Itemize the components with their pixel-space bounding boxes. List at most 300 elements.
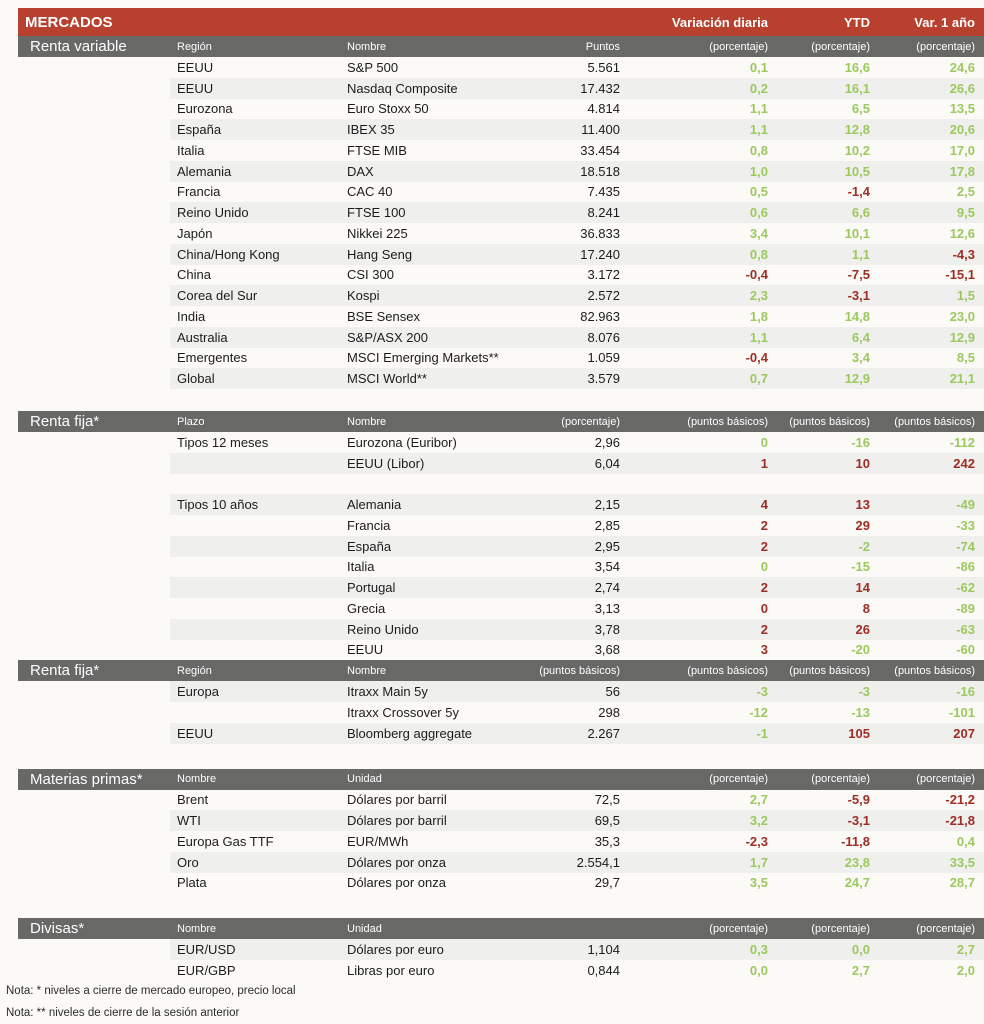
text-cell: Japón — [177, 225, 213, 241]
column-header: (porcentaje) — [811, 922, 870, 935]
table-row — [170, 873, 984, 894]
table-row — [170, 515, 984, 536]
value-cell: 13 — [855, 497, 870, 513]
table-row — [170, 285, 984, 306]
column-header: Puntos — [585, 40, 620, 53]
text-cell: Euro Stoxx 50 — [347, 101, 429, 117]
value-cell: 17,0 — [949, 142, 975, 158]
text-cell: IBEX 35 — [347, 122, 395, 138]
value-cell: -89 — [956, 600, 975, 616]
value-cell: 2,3 — [749, 288, 768, 304]
value-cell: -16 — [851, 434, 870, 450]
text-cell: 2.572 — [587, 288, 620, 304]
text-cell: 2,85 — [594, 517, 620, 533]
value-cell: 2 — [760, 580, 768, 596]
column-header: (porcentaje) — [811, 773, 870, 785]
text-cell: 29,7 — [594, 875, 620, 891]
table-row — [170, 681, 984, 702]
value-cell: 1,1 — [851, 246, 870, 262]
text-cell: Europa — [177, 684, 219, 700]
text-cell: 8.076 — [587, 329, 620, 345]
column-headers — [170, 923, 984, 935]
text-cell: EEUU — [177, 80, 214, 96]
column-header: Nombre — [177, 773, 217, 785]
text-cell: Europa Gas TTF — [177, 833, 274, 849]
text-cell: 5.561 — [587, 59, 620, 75]
text-cell: 2.267 — [587, 725, 620, 741]
text-cell: WTI — [177, 813, 201, 829]
text-cell: 3.579 — [587, 371, 620, 387]
value-cell: 6,5 — [851, 101, 870, 117]
table-row — [170, 223, 984, 244]
text-cell: India — [177, 308, 206, 324]
column-header: (porcentaje) — [916, 922, 975, 935]
column-header: Nombre — [347, 40, 387, 53]
text-cell: Eurozona (Euribor) — [347, 434, 457, 450]
text-cell: Hang Seng — [347, 246, 413, 262]
col-header-variacion-diaria: Variación diaria — [671, 14, 768, 30]
value-cell: 8 — [862, 600, 870, 616]
section-label: Divisas* — [30, 920, 85, 938]
value-cell: 8,5 — [956, 350, 975, 366]
text-cell: Tipos 12 meses — [177, 434, 269, 450]
value-cell: 1,1 — [749, 101, 768, 117]
value-cell: 105 — [848, 725, 870, 741]
table-row — [170, 790, 984, 811]
column-header: (puntos básicos) — [789, 415, 870, 428]
text-cell: Dólares por barril — [347, 792, 447, 808]
table-row — [170, 348, 984, 369]
column-header: (puntos básicos) — [539, 664, 620, 677]
text-cell: Dólares por barril — [347, 813, 447, 829]
value-cell: 12,9 — [844, 371, 870, 387]
column-header: (puntos básicos) — [789, 664, 870, 677]
text-cell: Bloomberg aggregate — [347, 725, 473, 741]
value-cell: 29 — [855, 517, 870, 533]
value-cell: 2,7 — [851, 962, 870, 978]
section-rows-materias-primas — [18, 790, 984, 894]
value-cell: 0,1 — [749, 59, 768, 75]
text-cell: CSI 300 — [347, 267, 394, 283]
text-cell: Libras por euro — [347, 962, 435, 978]
value-cell: 0 — [760, 434, 768, 450]
table-row — [170, 202, 984, 223]
text-cell: BSE Sensex — [347, 308, 420, 324]
text-cell: DAX — [347, 163, 374, 179]
footnote-double-asterisk: Nota: ** niveles de cierre de la sesión anterior — [6, 1006, 240, 1019]
value-cell: -15 — [851, 559, 870, 575]
text-cell: 69,5 — [594, 813, 620, 829]
spacer-row — [170, 474, 984, 495]
table-row — [170, 939, 984, 960]
column-header — [525, 773, 620, 785]
value-cell: -33 — [956, 517, 975, 533]
value-cell: 28,7 — [949, 875, 975, 891]
table-row — [170, 831, 984, 852]
text-cell: Oro — [177, 854, 199, 870]
value-cell: 0,2 — [749, 80, 768, 96]
table-row — [170, 432, 984, 453]
text-cell: 8.241 — [587, 205, 620, 221]
value-cell: 3 — [760, 642, 768, 658]
value-cell: -2 — [858, 538, 870, 554]
value-cell: 0,5 — [749, 184, 768, 200]
value-cell: -3 — [858, 684, 870, 700]
value-cell: 17,8 — [949, 163, 975, 179]
table-row — [170, 702, 984, 723]
col-header-ytd: YTD — [844, 14, 870, 30]
text-cell: Alemania — [347, 497, 402, 513]
value-cell: 2,7 — [749, 792, 768, 808]
text-cell: Alemania — [177, 163, 232, 179]
column-headers — [170, 41, 984, 53]
column-header: (porcentaje) — [561, 415, 620, 428]
text-cell: 1.059 — [587, 350, 620, 366]
column-header: (puntos básicos) — [894, 415, 975, 428]
value-cell: -1,4 — [847, 184, 870, 200]
text-cell: Dólares por onza — [347, 875, 446, 891]
text-cell: 3,13 — [594, 600, 620, 616]
text-cell: MSCI World** — [347, 371, 427, 387]
text-cell: 7.435 — [587, 184, 620, 200]
value-cell: 16,6 — [844, 59, 870, 75]
section-header-renta-fija-credito — [18, 660, 984, 681]
text-cell: 1,104 — [587, 942, 620, 958]
column-header: Región — [177, 40, 212, 53]
column-header: (porcentaje) — [709, 40, 768, 53]
value-cell: 0,0 — [749, 962, 768, 978]
value-cell: -62 — [956, 580, 975, 596]
value-cell: 4 — [760, 497, 768, 513]
column-header: Plazo — [177, 415, 205, 428]
value-cell: 3,4 — [749, 225, 768, 241]
value-cell: 0 — [760, 559, 768, 575]
value-cell: 9,5 — [956, 205, 975, 221]
table-row — [170, 265, 984, 286]
value-cell: -86 — [956, 559, 975, 575]
table-row — [170, 557, 984, 578]
section-rows-divisas — [18, 939, 984, 981]
text-cell: China/Hong Kong — [177, 246, 280, 262]
table-row — [170, 723, 984, 744]
section-rows-renta-fija-credito — [18, 681, 984, 743]
text-cell: 3,78 — [594, 621, 620, 637]
value-cell: 10,2 — [844, 142, 870, 158]
col-header-var-1-ano: Var. 1 año — [914, 14, 975, 30]
value-cell: 0,7 — [749, 371, 768, 387]
value-cell: -4,3 — [952, 246, 975, 262]
table-row — [170, 810, 984, 831]
text-cell: Italia — [177, 142, 205, 158]
text-cell: Italia — [347, 559, 375, 575]
text-cell: Nasdaq Composite — [347, 80, 458, 96]
value-cell: -74 — [956, 538, 975, 554]
text-cell: 298 — [598, 704, 620, 720]
value-cell: -0,4 — [745, 267, 768, 283]
value-cell: 3,2 — [749, 813, 768, 829]
text-cell: EEUU — [177, 725, 214, 741]
value-cell: -3,1 — [847, 813, 870, 829]
value-cell: 1,8 — [749, 308, 768, 324]
text-cell: Tipos 10 años — [177, 497, 259, 513]
text-cell: 3.172 — [587, 267, 620, 283]
value-cell: -101 — [948, 704, 975, 720]
value-cell: 0,6 — [749, 205, 768, 221]
value-cell: -3 — [756, 684, 768, 700]
section-gap — [18, 744, 984, 769]
table-row — [170, 494, 984, 515]
table-row — [170, 327, 984, 348]
markets-table — [18, 8, 984, 981]
text-cell: Corea del Sur — [177, 288, 258, 304]
section-header-renta-variable — [18, 36, 984, 57]
column-header: (puntos básicos) — [687, 664, 768, 677]
column-headers — [170, 665, 984, 677]
text-cell: Portugal — [347, 580, 396, 596]
table-row — [170, 140, 984, 161]
table-row — [170, 640, 984, 661]
text-cell: Emergentes — [177, 350, 248, 366]
value-cell: 23,0 — [949, 308, 975, 324]
text-cell: Reino Unido — [177, 205, 249, 221]
footnotes — [6, 981, 296, 1024]
text-cell: Brent — [177, 792, 209, 808]
page-title: MERCADOS — [25, 13, 113, 31]
text-cell: 2,15 — [594, 497, 620, 513]
column-header: Nombre — [347, 664, 387, 677]
column-header: Unidad — [347, 922, 382, 935]
value-cell: 0,0 — [851, 942, 870, 958]
value-cell: -7,5 — [847, 267, 870, 283]
value-cell: -112 — [949, 434, 975, 450]
text-cell: Global — [177, 371, 215, 387]
text-cell: Plata — [177, 875, 207, 891]
column-header — [525, 923, 620, 935]
section-rows-renta-fija-tipos — [18, 432, 984, 660]
section-gap — [18, 893, 984, 918]
text-cell: 3,68 — [594, 642, 620, 658]
value-cell: 207 — [953, 725, 975, 741]
text-cell: Itraxx Main 5y — [347, 684, 428, 700]
table-row — [170, 368, 984, 389]
text-cell: Nikkei 225 — [347, 225, 408, 241]
value-cell: 1 — [760, 455, 768, 471]
text-cell: S&P/ASX 200 — [347, 329, 428, 345]
value-cell: 0,8 — [749, 142, 768, 158]
value-cell: 14 — [855, 580, 870, 596]
value-cell: -63 — [956, 621, 975, 637]
table-row — [170, 852, 984, 873]
text-cell: EUR/GBP — [177, 962, 236, 978]
table-row — [170, 244, 984, 265]
text-cell: Eurozona — [177, 101, 233, 117]
section-header-divisas — [18, 918, 984, 939]
column-headers — [170, 416, 984, 428]
value-cell: -0,4 — [745, 350, 768, 366]
value-cell: -21,2 — [945, 792, 975, 808]
text-cell: EEUU (Libor) — [347, 455, 425, 471]
text-cell: Francia — [347, 517, 391, 533]
column-header: (porcentaje) — [811, 40, 870, 53]
footnote-asterisk: Nota: * niveles a cierre de mercado europeo, precio local — [6, 985, 296, 997]
value-cell: 1,0 — [749, 163, 768, 179]
value-cell: 2,5 — [956, 184, 975, 200]
value-cell: 0,8 — [749, 246, 768, 262]
value-cell: 0,4 — [956, 833, 975, 849]
section-header-materias-primas — [18, 769, 984, 790]
value-cell: 13,5 — [949, 101, 975, 117]
table-row — [170, 619, 984, 640]
table-row — [170, 577, 984, 598]
column-header: Unidad — [347, 773, 382, 785]
column-header: (porcentaje) — [709, 773, 768, 785]
text-cell: 17.240 — [580, 246, 620, 262]
column-header: (porcentaje) — [916, 40, 975, 53]
value-cell: 20,6 — [949, 122, 975, 138]
text-cell: 2,96 — [594, 434, 620, 450]
value-cell: 3,5 — [749, 875, 768, 891]
value-cell: 6,6 — [851, 205, 870, 221]
section-rows-renta-variable — [18, 57, 984, 389]
text-cell: España — [177, 122, 222, 138]
value-cell: 2,7 — [956, 942, 975, 958]
text-cell: Francia — [177, 184, 221, 200]
value-cell: 26 — [855, 621, 870, 637]
value-cell: 26,6 — [949, 80, 975, 96]
text-cell: 82.963 — [580, 308, 620, 324]
table-row — [170, 536, 984, 557]
text-cell: Itraxx Crossover 5y — [347, 704, 459, 720]
value-cell: 0 — [760, 600, 768, 616]
text-cell: China — [177, 267, 211, 283]
value-cell: 2,0 — [956, 962, 975, 978]
text-cell: 2,74 — [594, 580, 620, 596]
text-cell: FTSE MIB — [347, 142, 407, 158]
section-header-renta-fija-tipos — [18, 411, 984, 432]
column-header: Nombre — [177, 922, 217, 935]
value-cell: 242 — [953, 455, 975, 471]
text-cell: Dólares por euro — [347, 942, 444, 958]
section-gap — [18, 389, 984, 411]
table-row — [170, 182, 984, 203]
value-cell: -13 — [851, 704, 870, 720]
text-cell: 35,3 — [594, 833, 620, 849]
value-cell: 1,1 — [749, 329, 768, 345]
value-cell: 2 — [760, 621, 768, 637]
table-row — [170, 99, 984, 120]
value-cell: 1,5 — [956, 288, 975, 304]
value-cell: 24,7 — [844, 875, 870, 891]
text-cell: CAC 40 — [347, 184, 393, 200]
text-cell: EUR/MWh — [347, 833, 409, 849]
column-header: (puntos básicos) — [687, 415, 768, 428]
value-cell: -11,8 — [841, 833, 870, 849]
value-cell: 12,9 — [949, 329, 975, 345]
section-label: Renta fija* — [30, 413, 100, 430]
text-cell: 2,95 — [594, 538, 620, 554]
value-cell: -5,9 — [847, 792, 870, 808]
value-cell: 2 — [760, 517, 768, 533]
value-cell: 10 — [855, 455, 870, 471]
value-cell: 14,8 — [844, 308, 870, 324]
value-cell: -2,3 — [745, 833, 768, 849]
value-cell: 1,7 — [749, 854, 768, 870]
text-cell: 11.400 — [581, 122, 620, 138]
text-cell: Grecia — [347, 600, 386, 616]
text-cell: Reino Unido — [347, 621, 419, 637]
column-header: (porcentaje) — [916, 773, 975, 785]
text-cell: 2.554,1 — [576, 854, 620, 870]
text-cell: S&P 500 — [347, 59, 399, 75]
text-cell: 4.814 — [587, 101, 620, 117]
value-cell: 23,8 — [844, 854, 870, 870]
table-row — [170, 598, 984, 619]
text-cell: 6,04 — [594, 455, 620, 471]
value-cell: 3,4 — [851, 350, 870, 366]
value-cell: 10,1 — [844, 225, 870, 241]
text-cell: España — [347, 538, 392, 554]
value-cell: 2 — [760, 538, 768, 554]
section-label: Renta fija* — [30, 662, 100, 680]
table-row — [170, 453, 984, 474]
column-header: Región — [177, 664, 212, 677]
value-cell: -60 — [956, 642, 975, 658]
text-cell: 17.432 — [580, 80, 620, 96]
top-header-bar — [18, 8, 984, 36]
value-cell: 21,1 — [949, 371, 975, 387]
text-cell: 72,5 — [594, 792, 620, 808]
table-row — [170, 161, 984, 182]
value-cell: 33,5 — [949, 854, 975, 870]
column-header: (puntos básicos) — [894, 664, 975, 677]
text-cell: FTSE 100 — [347, 205, 406, 221]
value-cell: 6,4 — [851, 329, 870, 345]
text-cell: MSCI Emerging Markets** — [347, 350, 499, 366]
text-cell: Kospi — [347, 288, 380, 304]
table-row — [170, 960, 984, 981]
table-row — [170, 306, 984, 327]
value-cell: 24,6 — [949, 59, 975, 75]
value-cell: -20 — [851, 642, 870, 658]
value-cell: 12,6 — [949, 225, 975, 241]
value-cell: 1,1 — [749, 122, 768, 138]
value-cell: -15,1 — [945, 267, 975, 283]
text-cell: 18.518 — [580, 163, 620, 179]
section-label: Materias primas* — [30, 770, 143, 788]
value-cell: 0,3 — [749, 942, 768, 958]
column-header: (porcentaje) — [709, 922, 768, 935]
column-header: Nombre — [347, 415, 387, 428]
text-cell: 56 — [605, 684, 620, 700]
value-cell: -16 — [956, 684, 975, 700]
section-label: Renta variable — [30, 38, 127, 55]
value-cell: -3,1 — [847, 288, 870, 304]
value-cell: -12 — [749, 704, 768, 720]
text-cell: Dólares por onza — [347, 854, 446, 870]
text-cell: 0,844 — [587, 962, 620, 978]
text-cell: 36.833 — [580, 225, 620, 241]
text-cell: EUR/USD — [177, 942, 236, 958]
text-cell: 33.454 — [580, 142, 620, 158]
value-cell: 12,8 — [844, 122, 870, 138]
text-cell: EEUU — [177, 59, 214, 75]
text-cell: Australia — [177, 329, 228, 345]
table-row — [170, 119, 984, 140]
value-cell: -21,8 — [945, 813, 975, 829]
table-row — [170, 78, 984, 99]
value-cell: 16,1 — [844, 80, 870, 96]
table-row — [170, 57, 984, 78]
